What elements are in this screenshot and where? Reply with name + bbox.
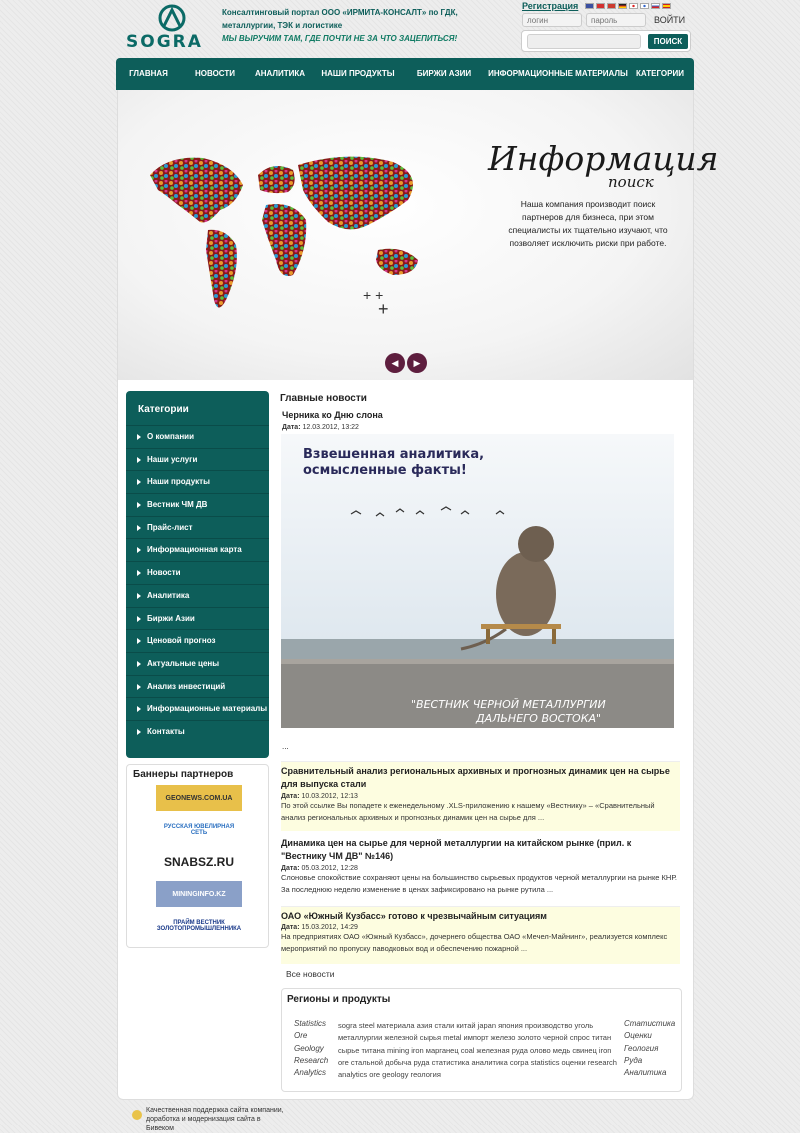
news-item-title[interactable]: Динамика цен на сырье для черной металлургии на китайском рынке (прил. к "Вестнику ЧМ ДВ" №146) <box>281 838 632 861</box>
slider-prev-button[interactable]: ◀ <box>385 353 405 373</box>
footer-logo-icon[interactable] <box>132 1110 142 1120</box>
news-item-date <box>281 865 678 872</box>
tag-right-5[interactable]: Аналитика <box>624 1068 667 1078</box>
password-field[interactable] <box>586 13 646 27</box>
nav-item-news[interactable]: НОВОСТИ <box>194 69 235 78</box>
flag-ru-icon[interactable] <box>651 3 660 9</box>
date-value: 10.03.2012, 12:13 <box>301 793 358 800</box>
tag-left-3[interactable]: Geology <box>294 1043 324 1053</box>
tag-left-5[interactable]: Analytics <box>294 1068 327 1078</box>
tag-right-2[interactable]: Оценки <box>624 1031 652 1041</box>
header-tagline <box>222 6 482 45</box>
banner-jewelry-network[interactable]: РУССКАЯ ЮВЕЛИРНАЯ СЕТЬ <box>156 817 242 843</box>
sidebar-item-price-forecast[interactable]: Ценовой прогноз <box>126 629 269 652</box>
sidebar-item-contacts[interactable]: Контакты <box>126 720 269 743</box>
partner-banners <box>126 764 269 948</box>
tag-left-2[interactable]: Ore <box>294 1031 308 1041</box>
sidebar-title: Категории <box>138 404 189 415</box>
news-item-title[interactable]: Сравнительный анализ региональных архивных и прогнозных динамик цен на сырье для выпуска стали <box>281 766 670 789</box>
featured-news-image[interactable] <box>281 434 674 728</box>
flag-es-icon[interactable] <box>662 3 671 9</box>
login-field[interactable] <box>522 13 582 27</box>
nav-item-products[interactable]: НАШИ ПРОДУКТЫ <box>321 69 395 78</box>
logo-emblem-icon <box>124 4 220 34</box>
sidebar-item-bulletin[interactable]: Вестник ЧМ ДВ <box>126 493 269 516</box>
sidebar-item-pricelist[interactable]: Прайс-лист <box>126 516 269 539</box>
nav-item-analytics[interactable]: АНАЛИТИКА <box>254 69 306 78</box>
svg-text:Взвешенная аналитика,: Взвешенная аналитика, <box>303 447 485 462</box>
svg-text:+: + <box>378 299 389 319</box>
news-item-1 <box>281 761 680 831</box>
register-link[interactable]: Регистрация <box>522 1 579 11</box>
tag-right-3[interactable]: Геология <box>624 1043 659 1053</box>
banners-title: Баннеры партнеров <box>133 769 234 780</box>
nav-item-home[interactable]: ГЛАВНАЯ <box>129 69 168 78</box>
sidebar-item-asia-exchanges[interactable]: Биржи Азии <box>126 607 269 630</box>
news-item-3 <box>281 906 680 964</box>
news-item-text: По этой ссылке Вы попадете к еженедельному .XLS-приложению к нашему «Вестнику» – «Сравнительный анализ региональных архивных и прогнозных динамик цен на сырье для ... <box>281 801 655 822</box>
news-item-text: На предприятиях ОАО «Южный Кузбасс», дочернего общества ОАО «Мечел-Майнинг», реализуется комплекс мероприятий по пропуску паводковых вод и обеспечению пожарной ... <box>281 932 668 953</box>
svg-text:осмысленные факты!: осмысленные факты! <box>303 463 467 478</box>
featured-ellipsis: ... <box>282 742 289 751</box>
tag-left-1[interactable]: Statistics <box>294 1019 327 1028</box>
main-nav <box>116 58 694 90</box>
flag-de-icon[interactable] <box>618 3 627 9</box>
banner-prime-gold[interactable]: ПРАЙМ ВЕСТНИК ЗОЛОТОПРОМЫШЛЕННИКА <box>156 913 242 939</box>
news-item-date <box>281 793 678 800</box>
slide-text: Наша компания производит поиск партнеров для бизнеса, при этом специалисты их тщательно изучают, что позволяет исключить риски при работе. <box>508 199 668 248</box>
slogan-text: МЫ ВЫРУЧИМ ТАМ, ГДЕ ПОЧТИ НЕ ЗА ЧТО ЗАЦЕПИТЬСЯ! <box>222 34 458 43</box>
date-label: Дата: <box>281 924 300 931</box>
sidebar-item-news[interactable]: Новости <box>126 561 269 584</box>
sidebar-item-products[interactable]: Наши продукты <box>126 470 269 493</box>
news-item-text: Слоновье спокойствие сохраняют цены на большинство сырьевых продуктов черной металлургии на рынке КНР. За последнюю неделю изменение в ценах зафиксировано на рынке рутила ... <box>281 873 678 894</box>
main-news-heading: Главные новости <box>280 393 367 404</box>
regions-title: Регионы и продукты <box>287 994 391 1005</box>
featured-news-title[interactable]: Черника ко Дню слона <box>282 410 383 420</box>
slider-next-button[interactable]: ▶ <box>407 353 427 373</box>
tag-cloud-left <box>294 1018 328 1079</box>
tag-cloud[interactable]: sogra steel материала азия стали китай japan япония производство уголь металлургии железной сырья metal импорт железо золото черной спрос титан сырье титана mining iron марганец coal железная руда олово медь свинец iron ore стальной добыча руда статистика аналитика corpa statistics оценки research analytics ore geology геология <box>338 1021 617 1080</box>
sidebar-item-analytics[interactable]: Аналитика <box>126 584 269 607</box>
sidebar-item-info-map[interactable]: Информационная карта <box>126 538 269 561</box>
date-label: Дата: <box>281 793 300 800</box>
nav-item-asia-exchanges[interactable]: БИРЖИ АЗИИ <box>416 69 472 78</box>
featured-news-date <box>282 424 359 431</box>
sidebar-item-current-prices[interactable]: Актуальные цены <box>126 652 269 675</box>
sidebar-item-about[interactable]: О компании <box>126 425 269 448</box>
nav-item-info-materials[interactable]: ИНФОРМАЦИОННЫЕ МАТЕРИАЛЫ <box>488 69 628 78</box>
tag-right-1[interactable]: Статистика <box>624 1019 676 1028</box>
footer-text[interactable]: Качественная поддержка сайта компании, доработка и модернизация сайта в Бивеком <box>146 1107 284 1132</box>
sidebar-item-services[interactable]: Наши услуги <box>126 448 269 471</box>
slide-subtitle: поиск <box>608 173 654 191</box>
date-label: Дата: <box>282 424 301 431</box>
sidebar-item-info-materials[interactable]: Информационные материалы <box>126 697 269 720</box>
sidebar-item-investment-analysis[interactable]: Анализ инвестиций <box>126 675 269 698</box>
banner-geonews[interactable]: GEONEWS.COM.UA <box>156 785 242 811</box>
banner-mininginfo[interactable]: MININGINFO.KZ <box>156 881 242 907</box>
categories-sidebar <box>126 391 269 758</box>
news-item-date <box>281 924 678 931</box>
slide-title: Информация <box>488 139 719 178</box>
date-value: 15.03.2012, 14:29 <box>301 924 358 931</box>
sidebar-list <box>126 425 269 743</box>
svg-text:"ВЕСТНИК ЧЕРНОЙ МЕТАЛЛУРГИИ: "ВЕСТНИК ЧЕРНОЙ МЕТАЛЛУРГИИ <box>411 698 606 711</box>
flag-ru-cn-icon[interactable] <box>607 3 616 9</box>
logo-text: SOGRA <box>126 32 203 52</box>
banner-snabsz[interactable]: SNABSZ.RU <box>156 849 242 875</box>
flag-en-icon[interactable] <box>585 3 594 9</box>
language-flags <box>585 3 671 9</box>
news-item-2 <box>281 834 680 904</box>
date-value: 12.03.2012, 13:22 <box>302 424 359 431</box>
world-map-image <box>148 150 443 320</box>
tagline-text: Консалтинговый портал ООО «ИРМИТА-КОНСАЛТ» по ГДК, металлургии, ТЭК и логистике <box>222 8 458 30</box>
flag-kr-icon[interactable] <box>640 3 649 9</box>
flag-jp-icon[interactable] <box>629 3 638 9</box>
svg-text:+ +: + + <box>363 287 384 303</box>
regions-products-box <box>281 988 682 1092</box>
tag-cloud-right <box>624 1018 675 1079</box>
tag-right-4[interactable]: Руда <box>624 1055 643 1065</box>
nav-item-categories[interactable]: КАТЕГОРИИ <box>636 69 684 78</box>
search-button[interactable]: ПОИСК <box>648 34 688 49</box>
login-button[interactable]: ВОЙТИ <box>654 15 686 25</box>
all-news-link[interactable]: Все новости <box>286 969 335 979</box>
tag-left-4[interactable]: Research <box>294 1055 329 1065</box>
svg-text:ДАЛЬНЕГО ВОСТОКА": ДАЛЬНЕГО ВОСТОКА" <box>476 712 602 725</box>
news-item-title[interactable]: ОАО «Южный Кузбасс» готово к чрезвычайным ситуациям <box>281 911 547 921</box>
search-input[interactable] <box>527 34 641 49</box>
flag-cn-icon[interactable] <box>596 3 605 9</box>
sogra-logo[interactable] <box>124 4 220 50</box>
date-value: 05.03.2012, 12:28 <box>301 865 358 872</box>
date-label: Дата: <box>281 865 300 872</box>
